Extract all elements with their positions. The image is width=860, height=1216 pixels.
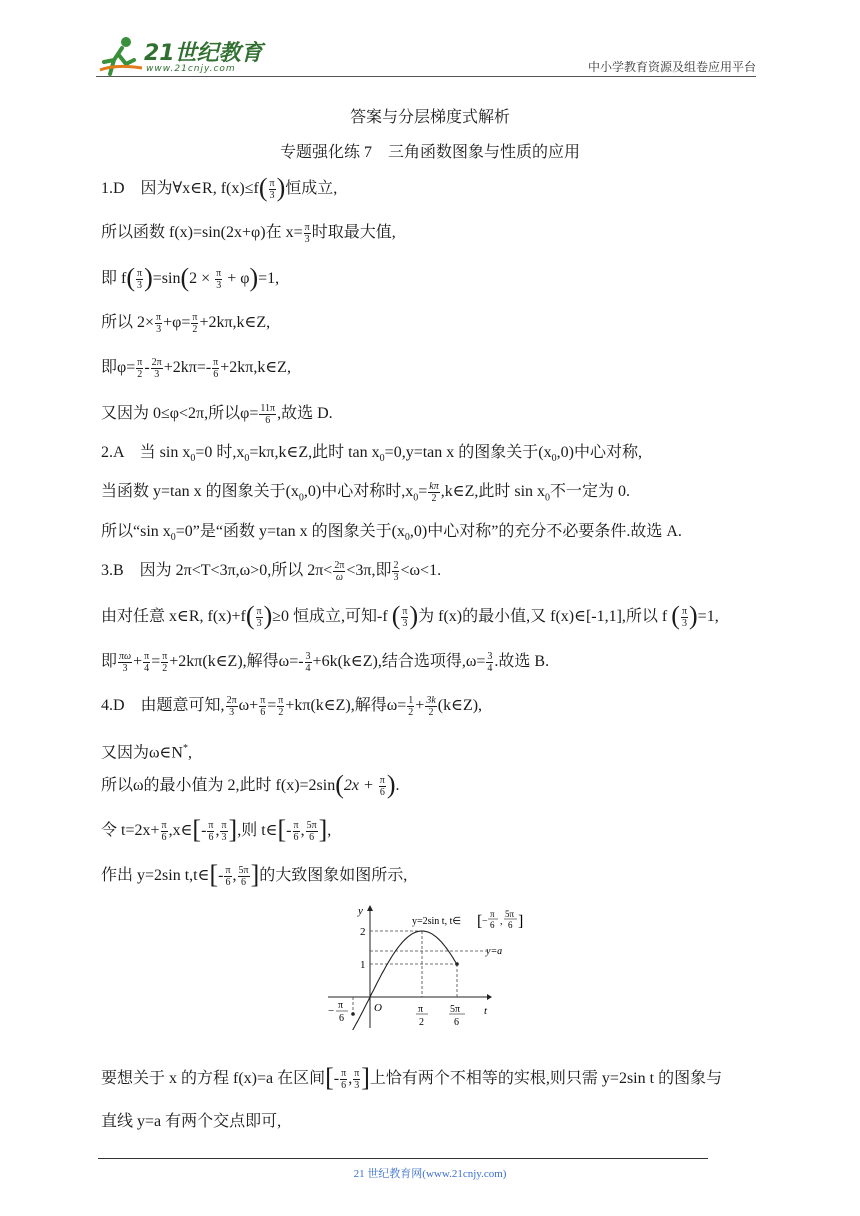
y-axis-label: y [358, 905, 363, 917]
curve-label-bracket-close: ] [518, 913, 524, 930]
answer-4-line-2: 又因为ω∈N*, [101, 743, 192, 762]
answer-1-line-6: 又因为 0≤φ<2π,所以φ= $\frac{11\pi}{6}$ ,故选 D. [101, 403, 333, 426]
site-logo [96, 34, 266, 78]
tick-pi2-num: π [418, 1004, 424, 1015]
footer-text: 21 世纪教育网(www.21cnjy.com) [353, 1168, 507, 1180]
answer-1-line-1: 1.D 因为∀x∈R, f(x)≤f( $\frac{\pi}{3}$ )恒成立, [101, 172, 338, 202]
header-right-text: 中小学教育资源及组卷应用平台 [587, 60, 756, 74]
curve-label-neg: − [482, 916, 488, 927]
tick-5pi6-num: 5π [450, 1004, 461, 1015]
tick-pi2-den: 2 [419, 1017, 424, 1028]
curve-label-frac2-num: 5π [505, 909, 515, 919]
answer-4-line-6: 要想关于 x 的方程 f(x)=a 在区间[- $\frac{\pi}{6}$ , $\frac{\pi}{3}$ ]上恰有两个不相等的实根,则只需 y=2sin t 的图象与 [101, 1062, 723, 1092]
page-title: 答案与分层梯度式解析 [349, 109, 510, 126]
sine-graph-figure [322, 900, 542, 1032]
answer-1-line-4: 所以 2× $\frac{\pi}{3}$ +φ= $\frac{\pi}{2}$ +2kπ,k∈Z, [101, 312, 271, 335]
y-tick-2: 2 [360, 926, 366, 938]
answer-3-line-2: 由对任意 x∈R, f(x)+f( $\frac{\pi}{3}$ )≥0 恒成立,可知-f ( $\frac{\pi}{3}$ )为 f(x)的最小值,又 f(x)∈[-1,1],所以 f ( $\frac{\pi}{3}$ )=1, [101, 600, 719, 630]
answer-1-line-2: 所以函数 f(x)=sin(2x+φ)在 x= $\frac{\pi}{3}$ 时取最大值, [101, 222, 396, 245]
answer-3-line-1: 3.B 因为 2π<T<3π,ω>0,所以 2π< $\frac{2\pi}{\omega}$ <3π,即 $\frac{2}{3}$ <ω<1. [101, 560, 442, 583]
tick-neg-pi6-num: π [338, 1000, 344, 1011]
y-tick-1: 1 [360, 959, 366, 971]
curve-end-point [455, 962, 459, 966]
curve-start-point [351, 1012, 355, 1016]
answer-2-line-2: 当函数 y=tan x 的图象关于$(x_0,0)$中心对称时$,x_0=$ $\frac{k\pi}{2}$ ,k∈Z,此时 $\sin x_0$不一定为 0. [101, 481, 631, 504]
section-subtitle: 专题强化练 7 三角函数图象与性质的应用 [279, 144, 580, 161]
y-axis-arrow-icon [367, 905, 373, 911]
answer-3-line-3: 即 $\frac{\pi\omega}{3}$ + $\frac{\pi}{4}$ = $\frac{\pi}{2}$ +2kπ(k∈Z),解得ω=- $\frac{3}{4}$ +6k(k∈Z),结合选项得,ω= $\frac{3}{4}$ .故选 B. [101, 651, 550, 674]
curve-label-frac1-num: π [490, 909, 495, 919]
sine-curve [353, 931, 457, 1030]
answer-4-line-3: 所以ω的最小值为 2,此时 f(x)=2sin(2x + $\frac{\pi}{6}$ ). [101, 769, 400, 799]
curve-label-comma: , [500, 916, 503, 927]
runner-logo-icon [96, 34, 146, 78]
logo-url: www.21cnjy.com [146, 64, 236, 74]
answer-4-line-1: 4.D 由题意可知, $\frac{2\pi}{3}$ ω+ $\frac{\pi}{6}$ = $\frac{\pi}{2}$ +kπ(k∈Z),解得ω= $\frac{1}{2}$ + $\frac{3k}{2}$ (k∈Z), [101, 695, 483, 718]
t-axis-arrow-icon [487, 994, 492, 1000]
header-rule [96, 76, 756, 77]
line-label: y=a [486, 946, 503, 957]
curve-label-bracket-open: [ [477, 913, 483, 930]
tick-5pi6-den: 6 [454, 1017, 459, 1028]
answer-4-line-5: 作出 y=2sin t,t∈[- $\frac{\pi}{6}$ , $\frac{5\pi}{6}$ ]的大致图象如图所示, [101, 859, 408, 889]
logo-text: 21世纪教育 [144, 41, 263, 66]
curve-label: y=2sin t, t∈ [412, 916, 462, 927]
answer-4-line-4: 令 t=2x+ $\frac{\pi}{6}$ ,x∈[- $\frac{\pi}{6}$ , $\frac{\pi}{3}$ ],则 t∈[- $\frac{\pi}{6}$ , $\frac{5\pi}{6}$ ], [101, 814, 332, 844]
answer-2-line-1: 2.A 当 $\sin x_0=0$ 时$,x_0=k\pi,k\in Z$,此时 $\tan x_0=0,y=\tan$ x 的图象关于$(x_0,0)$中心对称, [101, 444, 642, 465]
origin-label: O [374, 1002, 382, 1014]
tick-neg-sign: − [328, 1005, 335, 1017]
curve-label-frac2-den: 6 [508, 920, 513, 930]
answer-1-line-5: 即φ= $\frac{\pi}{2}$ - $\frac{2\pi}{3}$ +2kπ=- $\frac{\pi}{6}$ +2kπ,k∈Z, [101, 357, 291, 380]
t-axis-label: t [484, 1005, 488, 1017]
tick-neg-pi6-den: 6 [339, 1013, 344, 1024]
curve-label-frac1-den: 6 [490, 920, 495, 930]
footer-rule [98, 1158, 708, 1159]
answer-1-line-3: 即 f( $\frac{\pi}{3}$ )=sin(2 × $\frac{\pi}{3}$ + φ)=1, [101, 262, 280, 292]
answer-4-line-7: 直线 y=a 有两个交点即可, [101, 1113, 282, 1130]
answer-2-line-3: 所以“sin $x_0=0$”是“函数 y=tan x 的图象关于$(x_0,0)$中心对称”的充分不必要条件.故选 A. [101, 523, 682, 544]
